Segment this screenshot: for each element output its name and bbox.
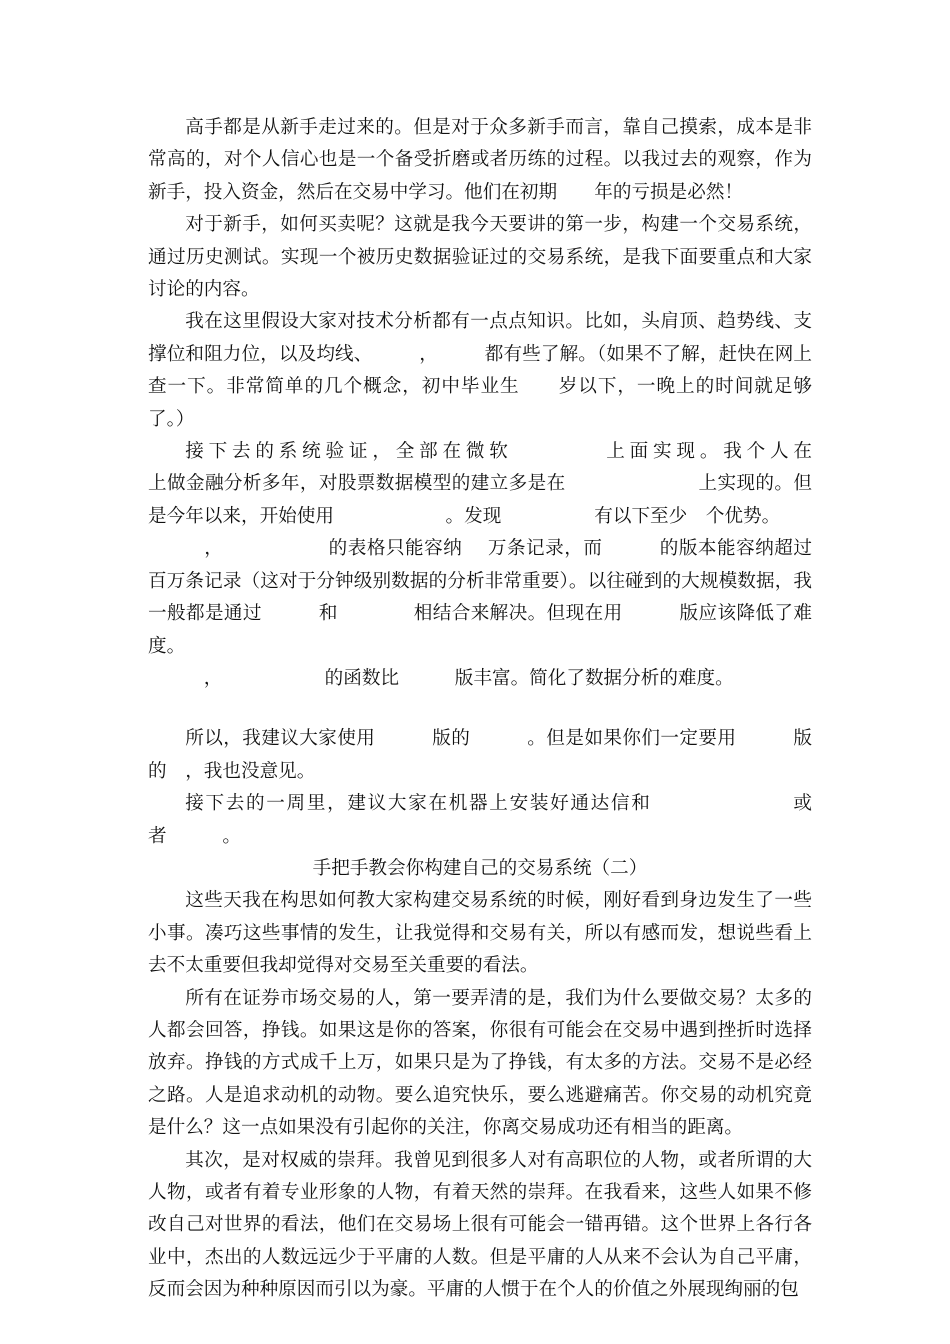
- paragraph-authority: 其次，是对权威的崇拜。我曾见到很多人对有高职位的人物，或者所谓的大人物，或者有着专业形象的人物，有着天然的崇拜。在我看来，这些人如果不修改自己对世界的看法，他们在交易场上很有可能会一错再错。这个世界上各行各业中，杰出的人数远远少于平庸的人数。但是平庸的人从来不会认为自己平庸，反而会因为种种原因而引以为豪。平庸的人惯于在个人的价值之外展现绚丽的包: [148, 1149, 812, 1301]
- paragraph-reflection: 这些天我在构思如何教大家构建交易系统的时候，刚好看到身边发生了一些小事。凑巧这些事情的发生，让我觉得和交易有关，所以有感而发，想说些看上去不太重要但我却觉得对交易至关重要的看法。: [148, 890, 812, 977]
- paragraph-spacer: [148, 695, 812, 723]
- paragraph-next-week: 接下去的一周里，建议大家在机器上安装好通达信和 或者 。: [148, 793, 812, 847]
- paragraph-advantage-1: ， 的表格只能容纳 万条记录，而 的版本能容纳超过百万条记录（这对于分钟级别数据的分析非常重要）。以往碰到的大规模数据，我一般都是通过 和 相结合来解决。但现在用 版应该降低了难度。: [148, 538, 812, 657]
- paragraph-technical-analysis: 我在这里假设大家对技术分析都有一点点知识。比如，头肩顶、趋势线、支撑位和阻力位，以及均线、 ， 都有些了解。（如果不了解，赶快在网上查一下。非常简单的几个概念，初中毕业生 岁以下，一晚上的时间就足够了。）: [148, 311, 812, 430]
- paragraph-intro: 高手都是从新手走过来的。但是对于众多新手而言，靠自己摸索，成本是非常高的，对个人信心也是一个备受折磨或者历练的过程。以我过去的观察，作为新手，投入资金，然后在交易中学习。他们在初期 年的亏损是必然！: [148, 117, 812, 203]
- paragraph-system-verification: 接下去的系统验证，全部在微软 上面实现。我个人在 上做金融分析多年，对股票数据模型的建立多是在 上实现的。但是今年以来，开始使用 。发现 有以下至少 个优势。: [148, 441, 943, 527]
- paragraph-how-to-trade: 对于新手，如何买卖呢？这就是我今天要讲的第一步，构建一个交易系统，通过历史测试。实现一个被历史数据验证过的交易系统，是我下面要重点和大家讨论的内容。: [148, 214, 812, 301]
- paragraph-recommendation: 所以，我建议大家使用 版的 。但是如果你们一定要用 版的 ，我也没意见。: [148, 728, 812, 782]
- paragraph-why-trade: 所有在证券市场交易的人，第一要弄清的是，我们为什么要做交易？太多的人都会回答，挣钱。如果这是你的答案，你很有可能会在交易中遇到挫折时选择放弃。挣钱的方式成千上万，如果只是为了挣钱，有太多的方法。交易不是必经之路。人是追求动机的动物。要么追究快乐，要么逃避痛苦。你交易的动机究竟是什么？这一点如果没有引起你的关注，你离交易成功还有相当的距离。: [148, 987, 812, 1139]
- section-title: 手把手教会你构建自己的交易系统（二）: [312, 857, 648, 879]
- paragraph-advantage-2: ， 的函数比 版丰富。简化了数据分析的难度。: [185, 667, 734, 689]
- document-page: [148, 112, 943, 1307]
